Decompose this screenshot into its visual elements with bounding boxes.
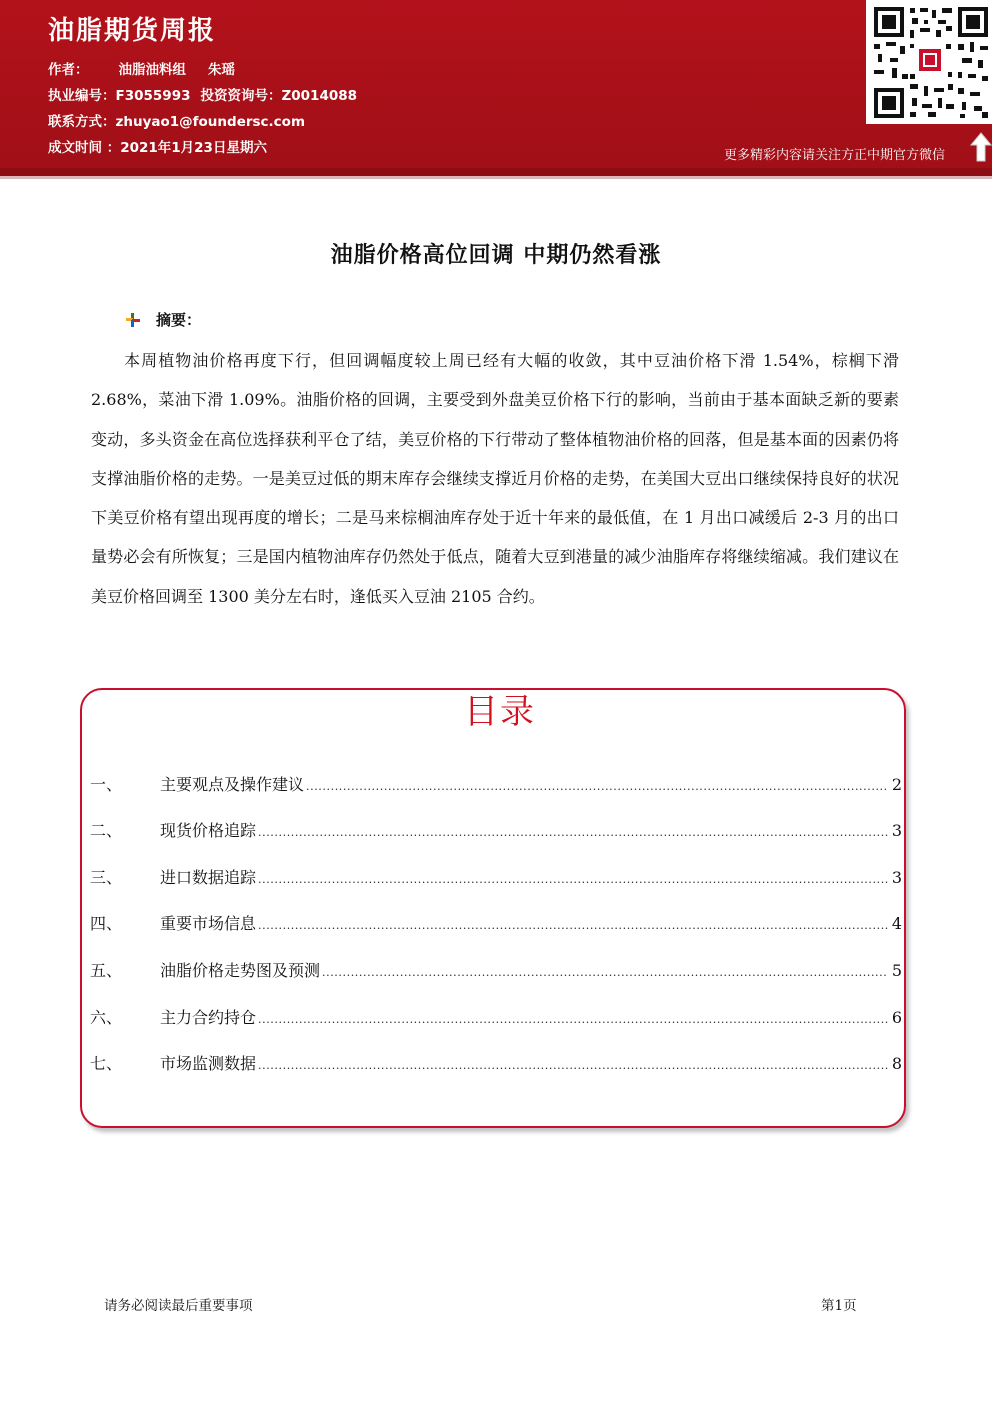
toc-item-page: 8 (891, 1054, 902, 1073)
toc-leader-dots (306, 780, 888, 793)
summary-heading (126, 309, 201, 330)
toc-item-number: 三、 (90, 868, 123, 887)
footer-notice: 请务必阅读最后重要事项 (104, 1298, 253, 1314)
summary-heading-text: 摘要： (156, 311, 202, 329)
toc-item-number: 二、 (90, 821, 123, 840)
consult-number: 投资资询号：Z0014088 (200, 88, 358, 104)
toc-item-page: 5 (891, 961, 902, 980)
author-group: 油脂油料组 (118, 62, 186, 78)
header-stripe (0, 168, 992, 176)
toc-leader-dots (258, 826, 888, 839)
toc-item-number: 七、 (90, 1054, 123, 1073)
toc-item-5[interactable] (90, 958, 902, 982)
toc-item-4[interactable] (90, 911, 902, 935)
toc-item-number: 五、 (90, 961, 123, 980)
toc-item-label: 油脂价格走势图及预测 (160, 961, 321, 980)
wechat-follow-note: 更多精彩内容请关注方正中期官方微信 (724, 148, 946, 163)
header-stripe-light (0, 176, 992, 179)
toc-item-label: 现货价格追踪 (160, 821, 257, 840)
toc-item-page: 4 (891, 914, 902, 933)
date-line: 成文时间 ：2021年1月23日星期六 (48, 140, 267, 156)
author-label: 作者： (48, 62, 89, 78)
toc-item-number: 四、 (90, 914, 123, 933)
report-header (0, 0, 992, 168)
report-title: 油脂价格高位回调 中期仍然看涨 (330, 243, 662, 268)
toc-item-1[interactable] (90, 772, 902, 796)
toc-leader-dots (258, 1013, 888, 1026)
toc-item-2[interactable] (90, 818, 902, 842)
toc-title: 目录 (464, 692, 536, 732)
toc-leader-dots (258, 1059, 888, 1072)
toc-item-3[interactable] (90, 865, 902, 889)
toc-item-page: 6 (891, 1008, 902, 1027)
author-name: 朱瑶 (208, 62, 235, 78)
toc-item-page: 2 (891, 775, 902, 794)
colorful-bullet-icon (126, 313, 140, 327)
footer-page-number: 第1页 (821, 1298, 857, 1314)
summary-paragraph: 本周植物油价格再度下行，但回调幅度较上周已经有大幅的收敛，其中豆油价格下滑 1.54%，棕榈下滑 2.68%，菜油下滑 1.09%。油脂价格的回调，主要受到外盘美豆价格下行的影响，当前由于基本面缺乏新的要素变动，多头资金在高位选择获利平仓了结，美豆价格的下行带动了整体植物油价格的回落，但是基本面的因素仍将支撑油脂价格的走势。一是美豆过低的期末库存会继续支撑近月价格的走势，在美国大豆出口继续保持良好的状况下美豆价格有望出现再度的增长；二是马来棕榈油库存处于近十年来的最低值，在 1 月出口减缓后 2-3 月的出口量势必会有所恢复；三是国内植物油库存仍然处于低点，随着大豆到港量的减少油脂库存将继续缩减。我们建议在美豆价格回调至 1300 美分左右时，逢低买入豆油 2105 合约。 (91, 351, 899, 606)
toc-item-number: 六、 (90, 1008, 123, 1027)
up-arrow-icon (970, 132, 992, 162)
toc-item-label: 主要观点及操作建议 (160, 775, 305, 794)
toc-leader-dots (322, 966, 888, 979)
license-number: 执业编号：F3055993 (48, 88, 191, 104)
toc-item-label: 重要市场信息 (160, 914, 257, 933)
toc-item-label: 进口数据追踪 (160, 868, 257, 887)
qr-code-icon (866, 0, 992, 124)
toc-item-label: 市场监测数据 (160, 1054, 257, 1073)
report-series-title: 油脂期货周报 (48, 16, 217, 46)
toc-item-number: 一、 (90, 775, 123, 794)
license-line (48, 84, 357, 104)
toc-item-label: 主力合约持仓 (160, 1008, 257, 1027)
author-line (48, 58, 235, 78)
toc-item-7[interactable] (90, 1051, 902, 1075)
toc-leader-dots (258, 919, 888, 932)
toc-item-6[interactable] (90, 1005, 902, 1029)
toc-item-page: 3 (891, 868, 902, 887)
toc-item-page: 3 (891, 821, 902, 840)
toc-leader-dots (258, 873, 888, 886)
contact-line: 联系方式：zhuyao1@foundersc.com (48, 114, 306, 130)
